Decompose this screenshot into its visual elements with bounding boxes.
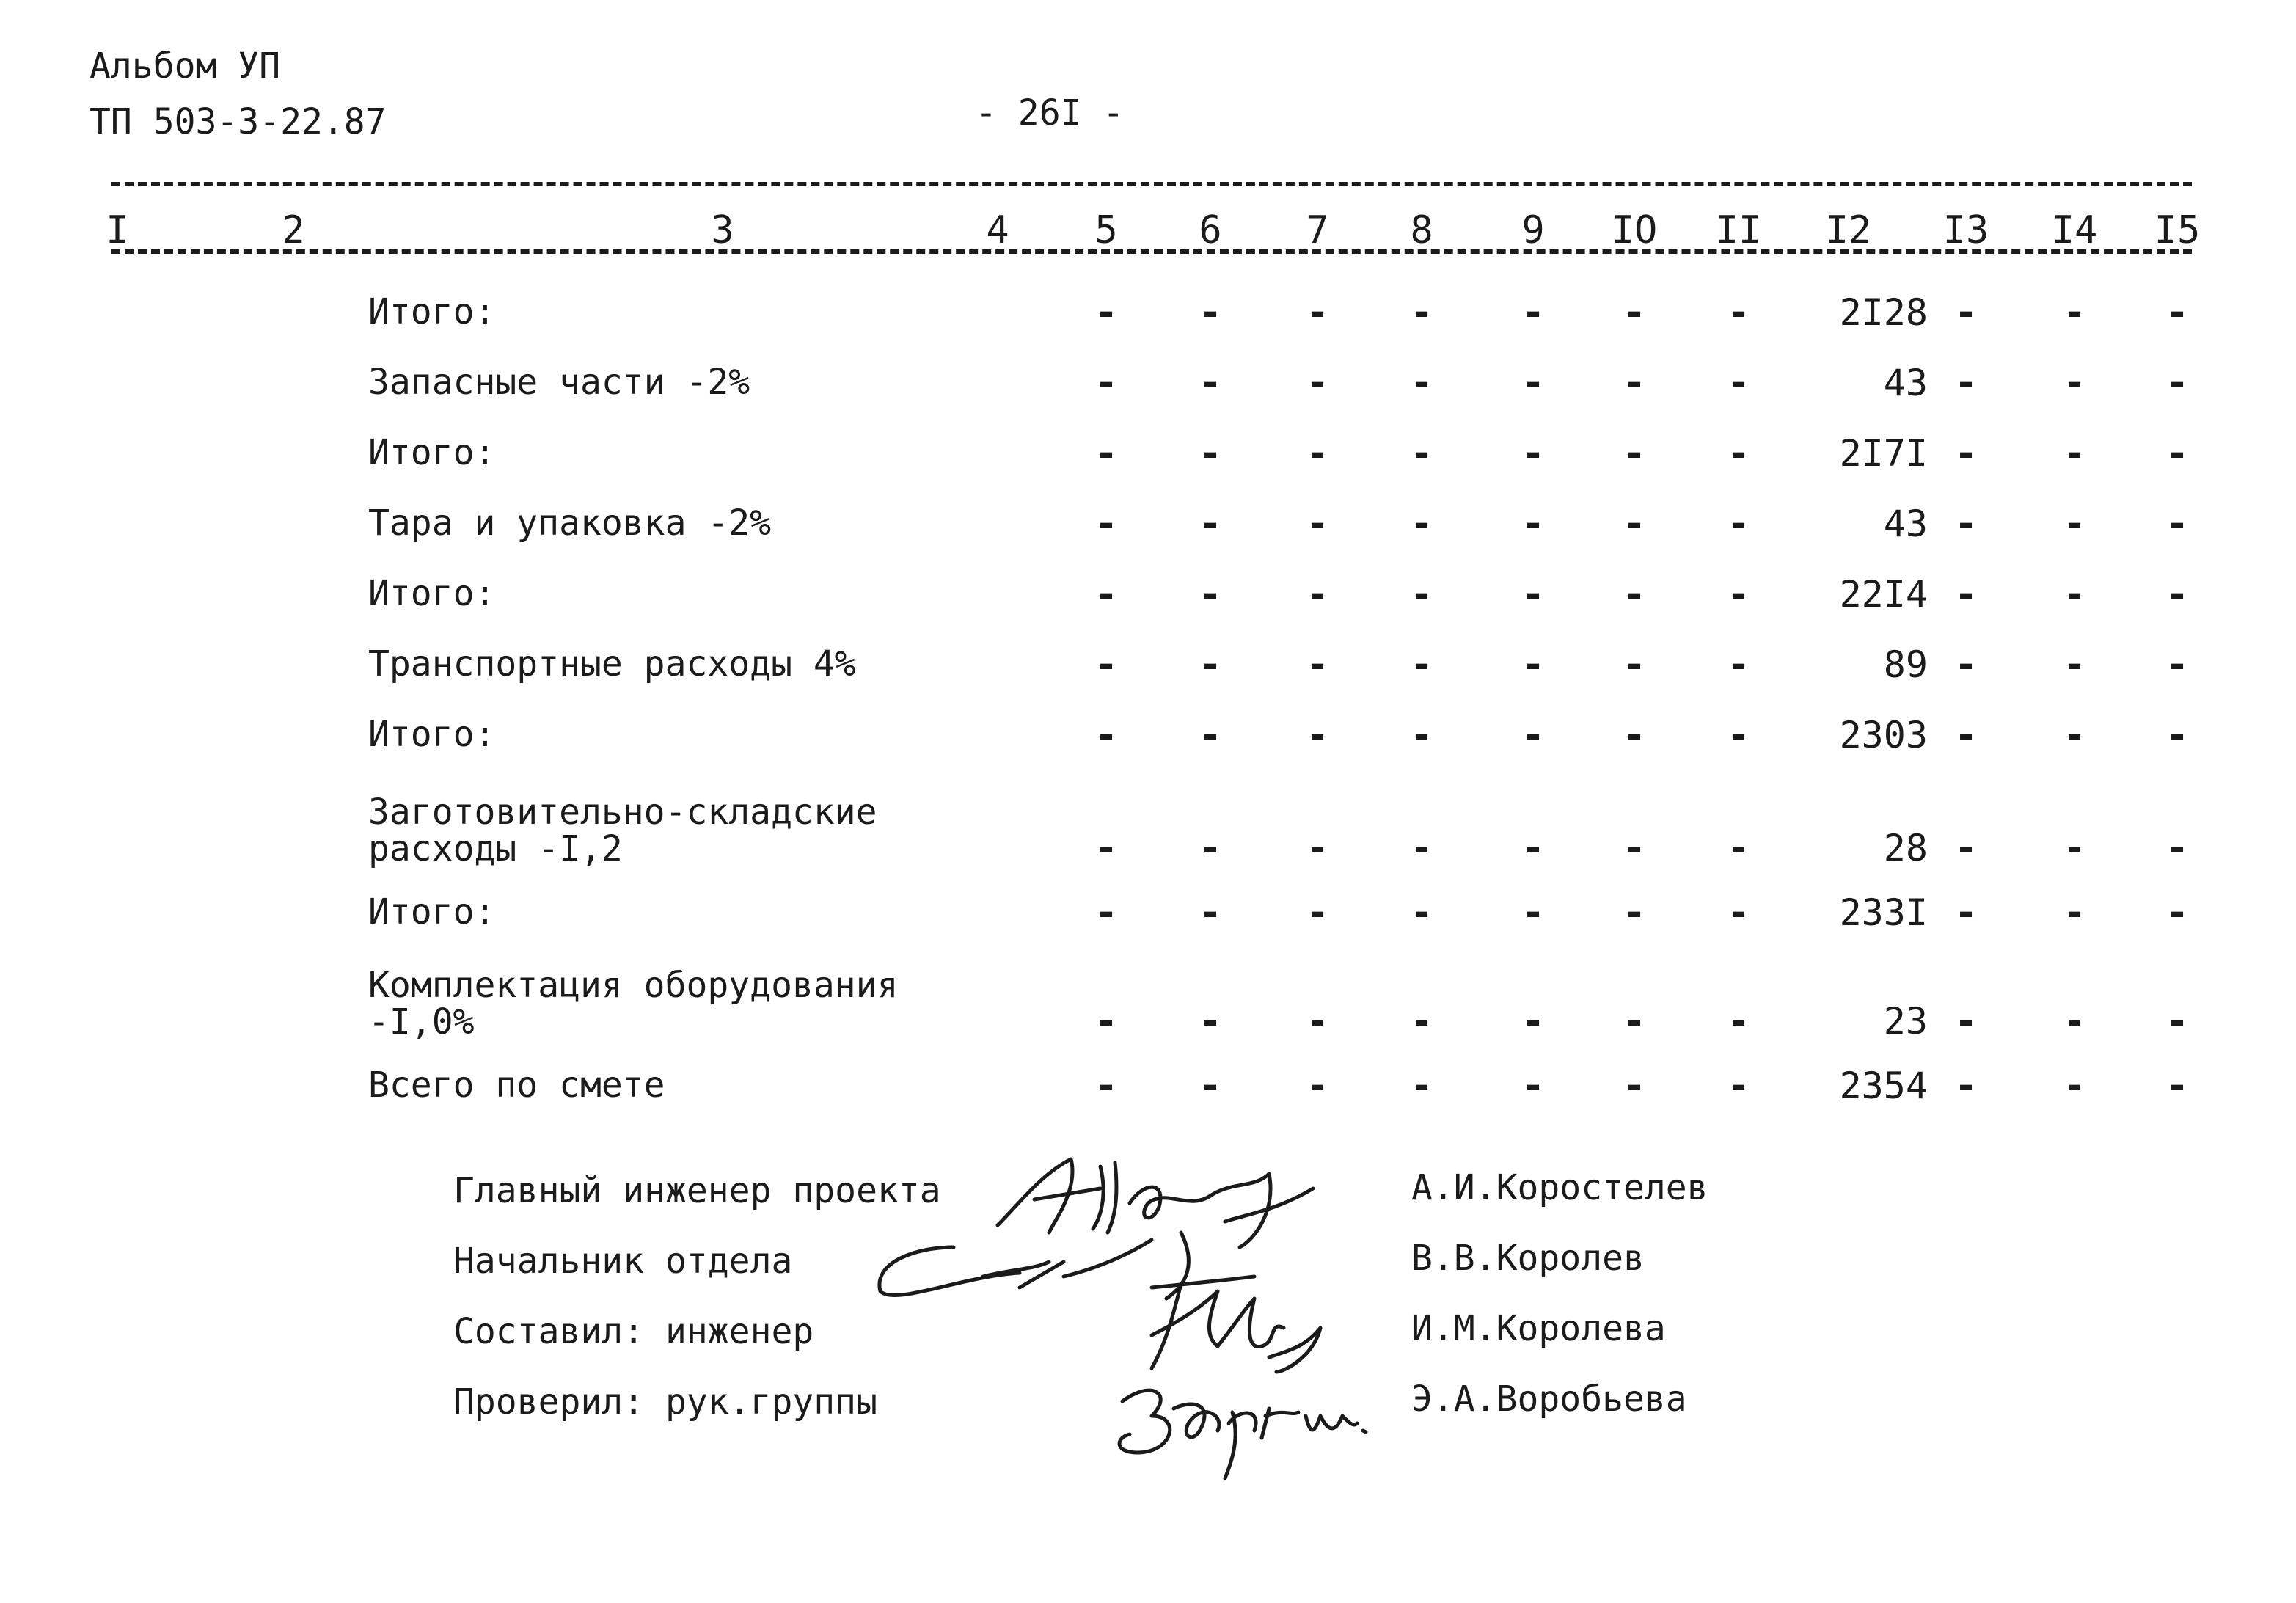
row-label-line-1: Итого: xyxy=(368,714,496,755)
row-label-line-1: Всего по смете xyxy=(368,1065,665,1106)
dash-cell: - xyxy=(1410,502,1433,546)
dash-cell: - xyxy=(1094,999,1118,1043)
dash-cell: - xyxy=(1306,291,1329,335)
row-label-line-1: Итого: xyxy=(368,291,496,332)
signatory-position: Составил: инженер xyxy=(453,1311,814,1352)
signatory-position: Главный инженер проекта xyxy=(453,1170,941,1211)
row-label xyxy=(368,891,496,932)
dash-cell: - xyxy=(2165,502,2189,546)
dash-cell: - xyxy=(1410,999,1433,1043)
dash-cell: - xyxy=(1521,713,1545,757)
row-label-line-1: Итого: xyxy=(368,432,496,473)
dash-cell: - xyxy=(1094,502,1118,546)
dash-cell: - xyxy=(1094,291,1118,335)
row-label xyxy=(368,965,899,1043)
row-value: 43 xyxy=(1883,503,1928,545)
dash-cell: - xyxy=(1199,891,1222,935)
dash-cell: - xyxy=(1094,643,1118,687)
signatory-name: И.М.Королева xyxy=(1411,1308,1666,1349)
dash-cell: - xyxy=(2063,361,2086,405)
dash-cell: - xyxy=(1623,1064,1646,1108)
row-label-line-1: Тара и упаковка -2% xyxy=(368,503,772,544)
row-label xyxy=(368,503,772,544)
column-number-11: II xyxy=(1715,208,1762,252)
dash-cell: - xyxy=(1623,891,1646,935)
dash-cell: - xyxy=(1410,572,1433,616)
dash-cell: - xyxy=(1199,361,1222,405)
dash-cell: - xyxy=(1727,502,1750,546)
dash-cell: - xyxy=(1199,713,1222,757)
dash-cell: - xyxy=(2063,431,2086,475)
row-label xyxy=(368,364,750,401)
dash-cell: - xyxy=(1954,1064,1978,1108)
dash-cell: - xyxy=(1094,361,1118,405)
dash-cell: - xyxy=(1727,891,1750,935)
signatory-position: Проверил: рук.группы xyxy=(453,1381,877,1423)
column-number-2: 2 xyxy=(282,208,305,252)
album-title: Альбом УП xyxy=(89,45,281,87)
dash-cell: - xyxy=(1410,891,1433,935)
dash-cell: - xyxy=(1954,291,1978,335)
dash-cell: - xyxy=(1623,572,1646,616)
row-label xyxy=(368,293,495,330)
row-label xyxy=(368,575,495,612)
dash-cell: - xyxy=(1727,572,1750,616)
dash-cell: - xyxy=(1521,891,1545,935)
row-value: 43 xyxy=(1883,362,1928,404)
dash-cell: - xyxy=(1199,291,1222,335)
dash-cell: - xyxy=(2165,826,2189,870)
dash-cell: - xyxy=(1623,999,1646,1043)
signatory-position: Начальник отдела xyxy=(453,1241,793,1282)
dash-cell: - xyxy=(1199,572,1222,616)
column-number-1: I xyxy=(106,208,129,252)
dash-cell: - xyxy=(1727,643,1750,687)
dash-cell: - xyxy=(2165,999,2189,1043)
dash-cell: - xyxy=(1306,361,1329,405)
dash-cell: - xyxy=(1306,1064,1329,1108)
dash-cell: - xyxy=(1727,999,1750,1043)
dash-cell: - xyxy=(2165,572,2189,616)
column-number-5: 5 xyxy=(1094,208,1118,252)
dash-cell: - xyxy=(1199,826,1222,870)
dash-cell: - xyxy=(1521,826,1545,870)
dash-cell: - xyxy=(2165,643,2189,687)
row-value: 89 xyxy=(1883,643,1928,686)
row-value: 22I4 xyxy=(1839,573,1928,616)
dash-cell: - xyxy=(2165,361,2189,405)
row-label-line-1: Комплектация оборудования xyxy=(368,965,899,1006)
dash-cell: - xyxy=(1199,431,1222,475)
dash-cell: - xyxy=(1094,713,1118,757)
dash-cell: - xyxy=(2063,1064,2086,1108)
row-label xyxy=(368,434,495,471)
dash-cell: - xyxy=(1623,713,1646,757)
dash-cell: - xyxy=(1410,713,1433,757)
column-number-6: 6 xyxy=(1199,208,1222,252)
row-label xyxy=(368,716,495,753)
dash-cell: - xyxy=(1094,431,1118,475)
row-label-line-1: Транспортные расходы 4% xyxy=(368,643,856,684)
dash-cell: - xyxy=(2063,291,2086,335)
column-number-12: I2 xyxy=(1825,208,1872,252)
dash-cell: - xyxy=(2063,643,2086,687)
row-value: 233I xyxy=(1839,891,1928,934)
row-label-line-1: Заготовительно-складские xyxy=(368,792,877,833)
dash-cell: - xyxy=(2063,713,2086,757)
dash-cell: - xyxy=(1623,291,1646,335)
dash-cell: - xyxy=(1410,361,1433,405)
row-label-line-2: -I,0% xyxy=(368,1001,475,1043)
page-number: - 26I - xyxy=(976,92,1125,134)
dash-cell: - xyxy=(2063,502,2086,546)
dash-cell: - xyxy=(1521,502,1545,546)
dash-cell: - xyxy=(2063,826,2086,870)
dash-cell: - xyxy=(1954,713,1978,757)
dash-cell: - xyxy=(2165,431,2189,475)
dash-cell: - xyxy=(1727,1064,1750,1108)
dash-cell: - xyxy=(2165,1064,2189,1108)
dash-cell: - xyxy=(1199,502,1222,546)
row-label-line-1: Запасные части -2% xyxy=(368,362,750,403)
dash-cell: - xyxy=(1199,999,1222,1043)
dash-cell: - xyxy=(1306,999,1329,1043)
dash-cell: - xyxy=(1094,572,1118,616)
dash-cell: - xyxy=(1623,643,1646,687)
dash-cell: - xyxy=(1954,572,1978,616)
dash-cell: - xyxy=(1094,1064,1118,1108)
dash-cell: - xyxy=(1954,891,1978,935)
dash-cell: - xyxy=(2063,891,2086,935)
dash-cell: - xyxy=(1410,826,1433,870)
dash-cell: - xyxy=(1954,431,1978,475)
dash-cell: - xyxy=(1727,361,1750,405)
column-number-9: 9 xyxy=(1521,208,1545,252)
top-rule xyxy=(111,182,2192,186)
dash-cell: - xyxy=(2063,572,2086,616)
row-value: 2303 xyxy=(1839,714,1928,756)
row-value: 2I7I xyxy=(1839,432,1928,475)
dash-cell: - xyxy=(1521,1064,1545,1108)
dash-cell: - xyxy=(1727,431,1750,475)
dash-cell: - xyxy=(1954,502,1978,546)
row-value: 2I28 xyxy=(1839,291,1928,334)
dash-cell: - xyxy=(1521,361,1545,405)
dash-cell: - xyxy=(1727,826,1750,870)
row-label xyxy=(368,794,877,867)
dash-cell: - xyxy=(1521,572,1545,616)
row-label xyxy=(368,1065,665,1106)
dash-cell: - xyxy=(1306,502,1329,546)
row-value: 28 xyxy=(1883,827,1928,869)
dash-cell: - xyxy=(2165,891,2189,935)
dash-cell: - xyxy=(1727,291,1750,335)
row-label-line-1: Итого: xyxy=(368,891,496,932)
dash-cell: - xyxy=(1306,713,1329,757)
dash-cell: - xyxy=(1623,361,1646,405)
dash-cell: - xyxy=(1521,431,1545,475)
dash-cell: - xyxy=(1306,826,1329,870)
dash-cell: - xyxy=(1623,431,1646,475)
dash-cell: - xyxy=(1306,891,1329,935)
signatory-name: А.И.Коростелев xyxy=(1411,1167,1708,1208)
dash-cell: - xyxy=(1521,643,1545,687)
row-value: 23 xyxy=(1883,1000,1928,1043)
dash-cell: - xyxy=(1521,291,1545,335)
dash-cell: - xyxy=(1094,891,1118,935)
dash-cell: - xyxy=(1199,1064,1222,1108)
dash-cell: - xyxy=(1094,826,1118,870)
dash-cell: - xyxy=(1306,572,1329,616)
column-number-3: 3 xyxy=(711,208,734,252)
dash-cell: - xyxy=(2165,291,2189,335)
row-value: 2354 xyxy=(1839,1065,1928,1107)
signatory-name: Э.А.Воробьева xyxy=(1411,1379,1687,1420)
dash-cell: - xyxy=(1623,826,1646,870)
signature-group-head xyxy=(1108,1372,1372,1485)
dash-cell: - xyxy=(1199,643,1222,687)
dash-cell: - xyxy=(1306,643,1329,687)
signature-engineer xyxy=(1137,1277,1328,1382)
dash-cell: - xyxy=(1954,826,1978,870)
column-number-10: IO xyxy=(1611,208,1658,252)
column-number-4: 4 xyxy=(986,208,1009,252)
dash-cell: - xyxy=(1410,431,1433,475)
dash-cell: - xyxy=(1410,643,1433,687)
row-label-line-2: расходы -I,2 xyxy=(368,828,623,869)
dash-cell: - xyxy=(1727,713,1750,757)
project-code: ТП 503-3-22.87 xyxy=(89,101,387,142)
dash-cell: - xyxy=(2063,999,2086,1043)
row-label-line-1: Итого: xyxy=(368,573,496,614)
column-number-13: I3 xyxy=(1942,208,1989,252)
row-label xyxy=(368,643,856,684)
signatory-name: В.В.Королев xyxy=(1411,1238,1645,1279)
header-rule xyxy=(111,249,2192,254)
column-number-14: I4 xyxy=(2051,208,2098,252)
dash-cell: - xyxy=(1306,431,1329,475)
dash-cell: - xyxy=(1521,999,1545,1043)
column-number-8: 8 xyxy=(1410,208,1433,252)
dash-cell: - xyxy=(1410,1064,1433,1108)
column-number-7: 7 xyxy=(1306,208,1329,252)
dash-cell: - xyxy=(1623,502,1646,546)
dash-cell: - xyxy=(1410,291,1433,335)
dash-cell: - xyxy=(1954,361,1978,405)
dash-cell: - xyxy=(2165,713,2189,757)
dash-cell: - xyxy=(1954,643,1978,687)
dash-cell: - xyxy=(1954,999,1978,1043)
column-number-15: I5 xyxy=(2154,208,2201,252)
